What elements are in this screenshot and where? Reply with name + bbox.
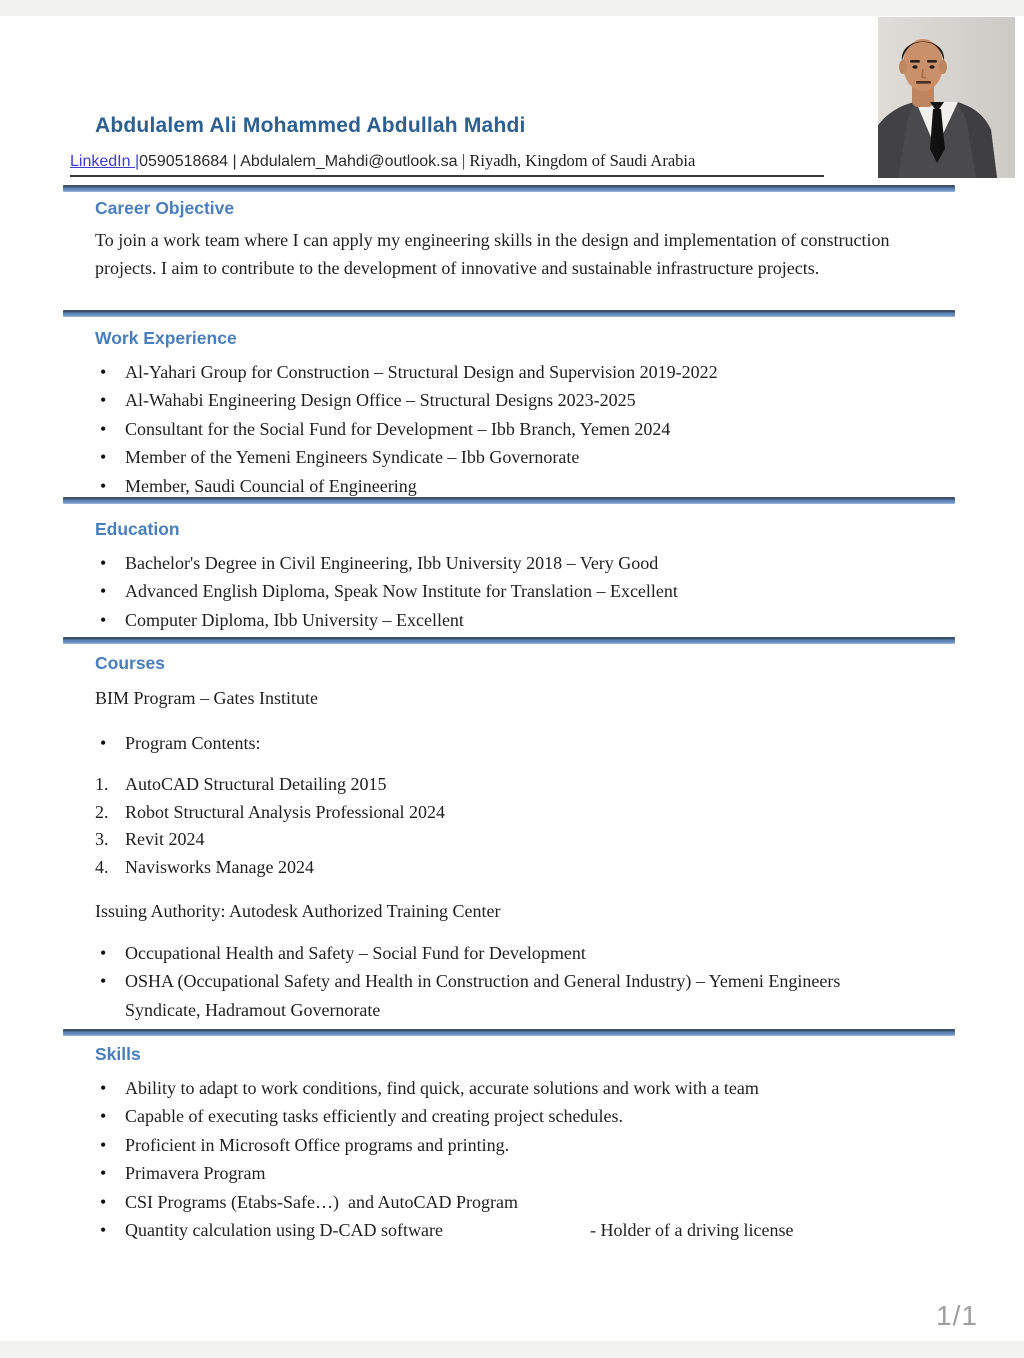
linkedin-link[interactable]: LinkedIn |	[70, 153, 140, 170]
list-item: • Program Contents:	[95, 729, 955, 757]
viewer-bottom-bar	[0, 1341, 1024, 1358]
work-experience-list	[95, 358, 955, 500]
viewer-top-bar	[0, 0, 1024, 16]
section-title-courses: Courses	[95, 653, 166, 673]
education-list	[95, 549, 955, 634]
list-item: • Computer Diploma, Ibb University – Excellent	[95, 606, 955, 634]
item-text: Revit 2024	[125, 829, 205, 850]
skills-list	[95, 1074, 975, 1244]
profile-photo	[878, 17, 1015, 178]
list-item: • Primavera Program	[95, 1159, 975, 1187]
item-number: 3.	[95, 829, 109, 850]
item-number: 2.	[95, 801, 109, 822]
section-divider	[63, 1029, 955, 1036]
skill-left-text: Quantity calculation using D-CAD software	[125, 1220, 443, 1241]
list-item: • Bachelor's Degree in Civil Engineering, Ibb University 2018 – Very Good	[95, 549, 955, 577]
item-text: Navisworks Manage 2024	[125, 856, 314, 877]
section-title-career-objective: Career Objective	[95, 198, 235, 218]
item-number: 1.	[95, 774, 109, 794]
list-item: • Al-Wahabi Engineering Design Office – Structural Designs 2023-2025	[95, 386, 955, 414]
contact-phone-email: 0590518684 | Abdulalem_Mahdi@outlook.sa	[139, 153, 462, 170]
list-item: • Consultant for the Social Fund for Development – Ibb Branch, Yemen 2024	[95, 415, 955, 443]
section-divider	[63, 310, 955, 317]
issuing-authority-text: Issuing Authority: Autodesk Authorized Training Center	[95, 901, 501, 921]
item-text: Robot Structural Analysis Professional 2024	[125, 801, 445, 822]
page-indicator: 1/1	[936, 1300, 978, 1331]
courses-certificates-list	[95, 939, 895, 1024]
list-item: • Capable of executing tasks efficiently and creating project schedules.	[95, 1102, 975, 1130]
skill-right-text: - Holder of a driving license	[590, 1220, 794, 1241]
list-item: • Member of the Yemeni Engineers Syndicate – Ibb Governorate	[95, 443, 955, 471]
numbered-item	[95, 771, 445, 799]
list-item: • Member, Saudi Councial of Engineering	[95, 472, 955, 500]
numbered-item	[95, 826, 445, 854]
section-title-skills: Skills	[95, 1044, 141, 1064]
career-objective-text: To join a work team where I can apply my engineering skills in the design and implementation of construction projects. I aim to contribute to the development of innovative and sustainable infrastructure projects.	[95, 230, 890, 278]
list-item: • Occupational Health and Safety – Social Fund for Development	[95, 939, 895, 967]
list-item: • Ability to adapt to work conditions, find quick, accurate solutions and work with a team	[95, 1074, 975, 1102]
candidate-name: Abdulalem Ali Mohammed Abdullah Mahdi	[95, 114, 526, 137]
section-divider	[63, 637, 955, 644]
numbered-item	[95, 854, 445, 882]
list-item: • Proficient in Microsoft Office programs and printing.	[95, 1131, 975, 1159]
portrait-illustration	[878, 17, 1015, 178]
list-item: • Al-Yahari Group for Construction – Structural Design and Supervision 2019-2022	[95, 358, 955, 386]
list-item: • OSHA (Occupational Safety and Health in Construction and General Industry) – Yemeni Engineers Syndicate, Hadramout Governorate	[95, 967, 895, 1024]
courses-intro: BIM Program – Gates Institute	[95, 688, 318, 708]
section-divider	[63, 185, 955, 192]
courses-numbered-list	[95, 771, 445, 881]
contact-location: | Riyadh, Kingdom of Saudi Arabia	[461, 151, 696, 170]
section-title-work-experience: Work Experience	[95, 328, 237, 348]
contact-line	[70, 151, 824, 177]
program-contents-heading-list	[95, 729, 955, 757]
list-item: • CSI Programs (Etabs-Safe…) and AutoCAD Program	[95, 1188, 975, 1216]
item-text: AutoCAD Structural Detailing 2015	[125, 774, 387, 794]
numbered-item	[95, 799, 445, 827]
section-title-education: Education	[95, 519, 180, 539]
list-item	[95, 1216, 975, 1244]
section-divider	[63, 497, 955, 504]
list-item: • Advanced English Diploma, Speak Now Institute for Translation – Excellent	[95, 577, 955, 605]
item-number: 4.	[95, 856, 109, 877]
